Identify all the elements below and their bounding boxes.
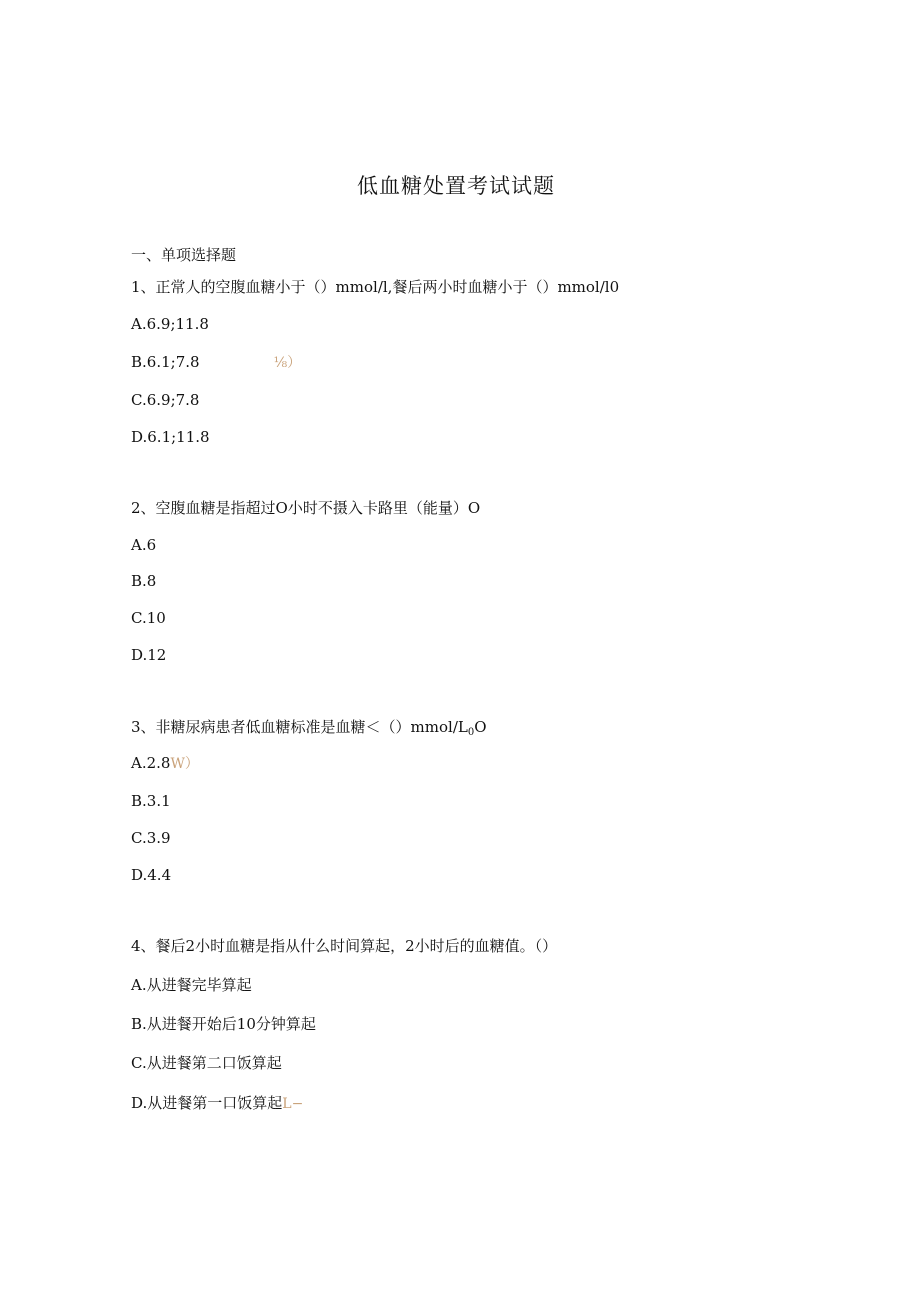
question-1-option-b-text: B.6.1;7.8 [131, 353, 200, 371]
question-2-option-d: D.12 [131, 646, 167, 664]
question-4-option-d-text: D.从进餐第一口饭算起 [131, 1094, 283, 1112]
question-3-option-d: D.4.4 [131, 866, 172, 884]
question-1-option-c: C.6.9;7.8 [131, 391, 200, 409]
question-3-option-a [131, 753, 199, 773]
question-4-option-b: B.从进餐开始后10分钟算起 [131, 1015, 316, 1033]
question-1-option-b [131, 352, 301, 372]
question-4: 4、餐后2小时血糖是指从什么时间算起，2小时后的血糖值。（） [131, 937, 558, 955]
question-3-option-b: B.3.1 [131, 792, 171, 810]
document-title: 低血糖处置考试试题 [357, 174, 555, 198]
handwritten-mark: L− [282, 1096, 304, 1112]
question-1: 1、正常人的空腹血糖小于（）mmol/l,餐后两小时血糖小于（）mmol/l0 [131, 278, 620, 296]
section-heading: 一、单项选择题 [131, 246, 237, 264]
question-2: 2、空腹血糖是指超过O小时不摄入卡路里（能量）O [131, 499, 481, 517]
handwritten-mark: W） [170, 756, 199, 772]
question-3-suffix: O [474, 718, 487, 736]
question-4-option-d [131, 1092, 303, 1113]
handwritten-mark: ⅛） [273, 355, 302, 371]
question-2-option-a: A.6 [131, 536, 157, 554]
question-2-option-c: C.10 [131, 609, 166, 627]
question-4-option-c: C.从进餐第二口饭算起 [131, 1054, 282, 1072]
question-3 [131, 716, 487, 738]
question-2-option-b: B.8 [131, 572, 157, 590]
question-3-text: 3、非糖尿病患者低血糖标准是血糖＜（）mmol/L [131, 718, 468, 736]
question-1-option-d: D.6.1;11.8 [131, 428, 210, 446]
question-3-option-c: C.3.9 [131, 829, 171, 847]
question-3-option-a-text: A.2.8 [131, 754, 171, 772]
question-4-option-a: A.从进餐完毕算起 [131, 976, 252, 994]
question-1-option-a: A.6.9;11.8 [131, 315, 209, 333]
question-3-subscript: 0 [467, 727, 475, 738]
